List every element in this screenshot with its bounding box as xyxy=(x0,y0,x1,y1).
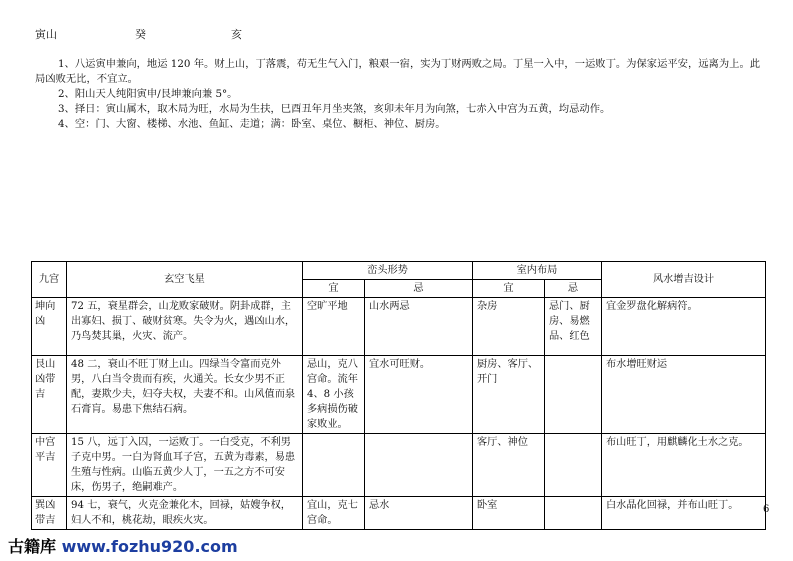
cell-xuankong: 94 七，衰气，火克金兼化木，回禄，姑嫂争权，妇人不和，桃花劫，眼疾火灾。 xyxy=(67,497,303,530)
cell-luantou-ji: 忌水 xyxy=(365,497,473,530)
col-header-shinei-ji: 忌 xyxy=(545,280,602,298)
table-row xyxy=(32,356,766,434)
col-header-gong: 九宫 xyxy=(32,262,67,298)
col-header-shinei-yi: 宜 xyxy=(473,280,545,298)
table-header-row xyxy=(32,262,766,280)
table-row xyxy=(32,434,766,497)
cell-gong: 艮山凶带吉 xyxy=(32,356,67,434)
cell-xuankong: 48 二，衰山不旺丁财上山。四绿当令富而克外男，八白当令贵而有疾，火通关。长女少男不正配，妻欺少夫，妇夺夫权，夫妻不和。山风值而泉石膏肓。易患下焦结石病。 xyxy=(67,356,303,434)
cell-luantou-ji xyxy=(365,434,473,497)
cell-shinei-ji xyxy=(545,434,602,497)
cell-gong: 坤向凶 xyxy=(32,298,67,356)
cell-shinei-yi: 客厅、神位 xyxy=(473,434,545,497)
document-header xyxy=(35,26,242,42)
cell-shinei-yi: 卧室 xyxy=(473,497,545,530)
col-header-xuankong: 玄空飞星 xyxy=(67,262,303,298)
cell-shinei-ji xyxy=(545,356,602,434)
cell-luantou-yi: 宜山，克七宫命。 xyxy=(303,497,365,530)
cell-fengshui: 布山旺丁，用麒麟化土水之克。 xyxy=(602,434,766,497)
cell-gong: 中宫平吉 xyxy=(32,434,67,497)
cell-fengshui: 宜金罗盘化解病符。 xyxy=(602,298,766,356)
notes-section xyxy=(35,57,765,132)
nine-palace-table xyxy=(31,261,766,530)
col-header-shinei: 室内布局 xyxy=(473,262,602,280)
cell-luantou-ji: 山水两忌 xyxy=(365,298,473,356)
header-hai: 亥 xyxy=(231,28,242,41)
cell-fengshui: 白水晶化回禄，并布山旺丁。 xyxy=(602,497,766,530)
col-header-luantou-ji: 忌 xyxy=(365,280,473,298)
header-shan: 寅山 xyxy=(35,28,57,41)
col-header-fengshui: 风水增吉设计 xyxy=(602,262,766,298)
note-item: 1、八运寅申兼向，地运 120 年。财上山，丁落震，苟无生气入门，粮艰一宿，实为丁财两败之局。丁星一入中，一运败丁。为保家运平安，远离为上。此局凶败无比，不宜立。 xyxy=(35,58,761,85)
cell-luantou-yi xyxy=(303,434,365,497)
cell-gong: 巽凶带吉 xyxy=(32,497,67,530)
note-item: 3、择日：寅山属木，取木局为旺，水局为生扶，巳酉丑年月坐夹煞，亥卯未年月为向煞，七赤入中宫为五黄，均忌动作。 xyxy=(58,103,611,115)
watermark-footer xyxy=(8,534,238,557)
cell-shinei-yi: 厨房、客厅、开门 xyxy=(473,356,545,434)
col-header-luantou-yi: 宜 xyxy=(303,280,365,298)
cell-xuankong: 72 五，衰星群会，山龙败家破财。阴卦成群，主出寡妇、损丁、破财贫寒。失令为火，遇凶山水，乃鸟焚其巢，火灾、流产。 xyxy=(67,298,303,356)
note-item: 2、阳山天人纯阳寅申/艮坤兼向兼 5°。 xyxy=(58,88,238,100)
cell-shinei-ji: 忌门、厨房、易燃品、红色 xyxy=(545,298,602,356)
cell-fengshui: 布水增旺财运 xyxy=(602,356,766,434)
cell-luantou-yi: 空旷平地 xyxy=(303,298,365,356)
cell-luantou-yi: 忌山，克八宫命。流年 4、8 小孩多病损伤破家败业。 xyxy=(303,356,365,434)
cell-shinei-ji xyxy=(545,497,602,530)
header-gui: 癸 xyxy=(135,28,146,41)
footer-brand: 古籍库 xyxy=(8,537,57,556)
table-row xyxy=(32,298,766,356)
page-number: 6 xyxy=(763,504,770,515)
cell-shinei-yi: 杂房 xyxy=(473,298,545,356)
footer-site-link[interactable]: www.fozhu920.com xyxy=(61,537,238,556)
cell-xuankong: 15 八，远丁入囚，一运败丁。一白受克，不利男子克中男。一白为肾血耳子宫，五黄为毒素，易患生殖与性病。山临五黄少人丁，一五之方不可安床，伤男子，绝嗣难产。 xyxy=(67,434,303,497)
col-header-luantou: 峦头形势 xyxy=(303,262,473,280)
note-item: 4、空：门、大窗、楼梯、水池、鱼缸、走道；满：卧室、桌位、橱柜、神位、厨房。 xyxy=(58,118,446,130)
table-row xyxy=(32,497,766,530)
cell-luantou-ji: 宜水可旺财。 xyxy=(365,356,473,434)
